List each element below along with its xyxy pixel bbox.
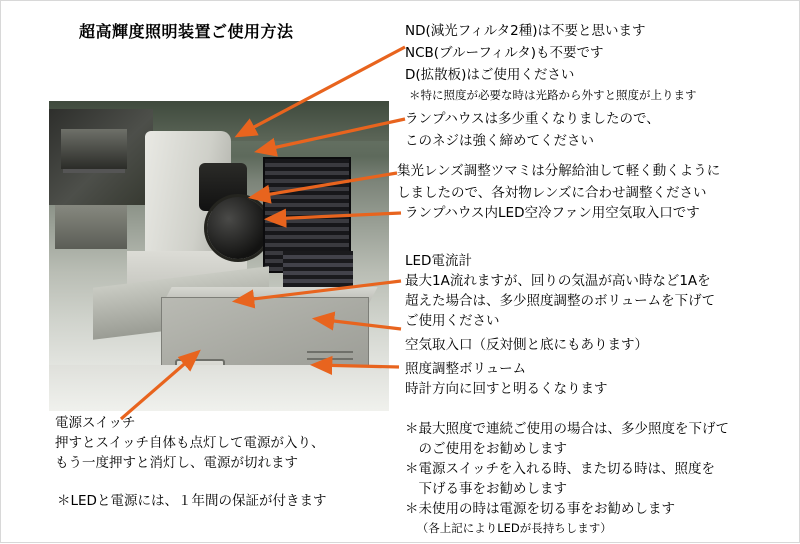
annotation-air-intake: 空気取入口（反対側と底にもあります） <box>405 337 648 353</box>
annotation-led-ammeter-title: LED電流計 <box>405 253 472 269</box>
page-title: 超高輝度照明装置ご使用方法 <box>79 22 294 41</box>
annotation-led-ammeter-line-1: 最大1A流れますが、回りの気温が高い時など1Aを <box>405 273 711 289</box>
annotation-fan-air-intake: ランプハウス内LED空冷ファン用空気取入口です <box>405 205 700 221</box>
usage-note-line-5: ＊未使用の時は電源を切る事をお勧めします <box>405 501 675 517</box>
annotation-nd-filter-line-1: ND(減光フィルタ2種)は不要と思います <box>405 23 646 39</box>
photo-lamp-turret <box>207 197 269 259</box>
annotation-warranty: ＊LEDと電源には、１年間の保証が付きます <box>57 493 327 509</box>
annotation-condenser-knob-line-1: 集光レンズ調整ツマミは分解給油して軽く動くように <box>397 163 721 179</box>
microscope-photo <box>49 101 389 411</box>
usage-note-line-2: のご使用をお勧めします <box>405 441 567 457</box>
annotation-nd-filter-note: ＊特に照度が必要な時は光路から外すと照度が上ります <box>409 88 697 102</box>
annotation-brightness-volume-line-1: 時計方向に回すと明るくなります <box>405 381 608 397</box>
photo-left-mechanism <box>49 109 153 205</box>
annotation-led-ammeter-line-2: 超えた場合は、多少照度調整のボリュームを下げて <box>405 293 716 309</box>
annotation-lamphouse-screw-line-1: ランプハウスは多少重くなりましたので、 <box>405 111 660 127</box>
photo-left-base <box>55 205 127 249</box>
annotation-power-switch-line-1: 押すとスイッチ自体も点灯して電源が入り、 <box>55 435 325 451</box>
annotation-nd-filter-line-2: NCB(ブルーフィルタ)も不要です <box>405 45 604 61</box>
usage-note-line-1: ＊最大照度で連続ご使用の場合は、多少照度を下げて <box>405 421 729 437</box>
annotation-lamphouse-screw-line-2: このネジは強く締めてください <box>405 133 594 149</box>
usage-note-line-4: 下げる事をお勧めします <box>405 481 567 497</box>
usage-note-line-3: ＊電源スイッチを入れる時、また切る時は、照度を <box>405 461 715 477</box>
annotation-brightness-volume-title: 照度調整ボリューム <box>405 361 527 377</box>
annotation-power-switch-line-2: もう一度押すと消灯し、電源が切れます <box>55 455 298 471</box>
annotation-power-switch-title: 電源スイッチ <box>55 415 136 431</box>
annotation-condenser-knob-line-2: しましたので、各対物レンズに合わせ調整ください <box>397 185 707 201</box>
usage-note-line-6: （各上記によりLEDが長持ちします） <box>411 521 612 535</box>
annotation-led-ammeter-line-3: ご使用ください <box>405 313 500 329</box>
annotation-nd-filter-line-3: D(拡散板)はご使用ください <box>405 67 575 83</box>
photo-table-surface <box>49 365 389 411</box>
